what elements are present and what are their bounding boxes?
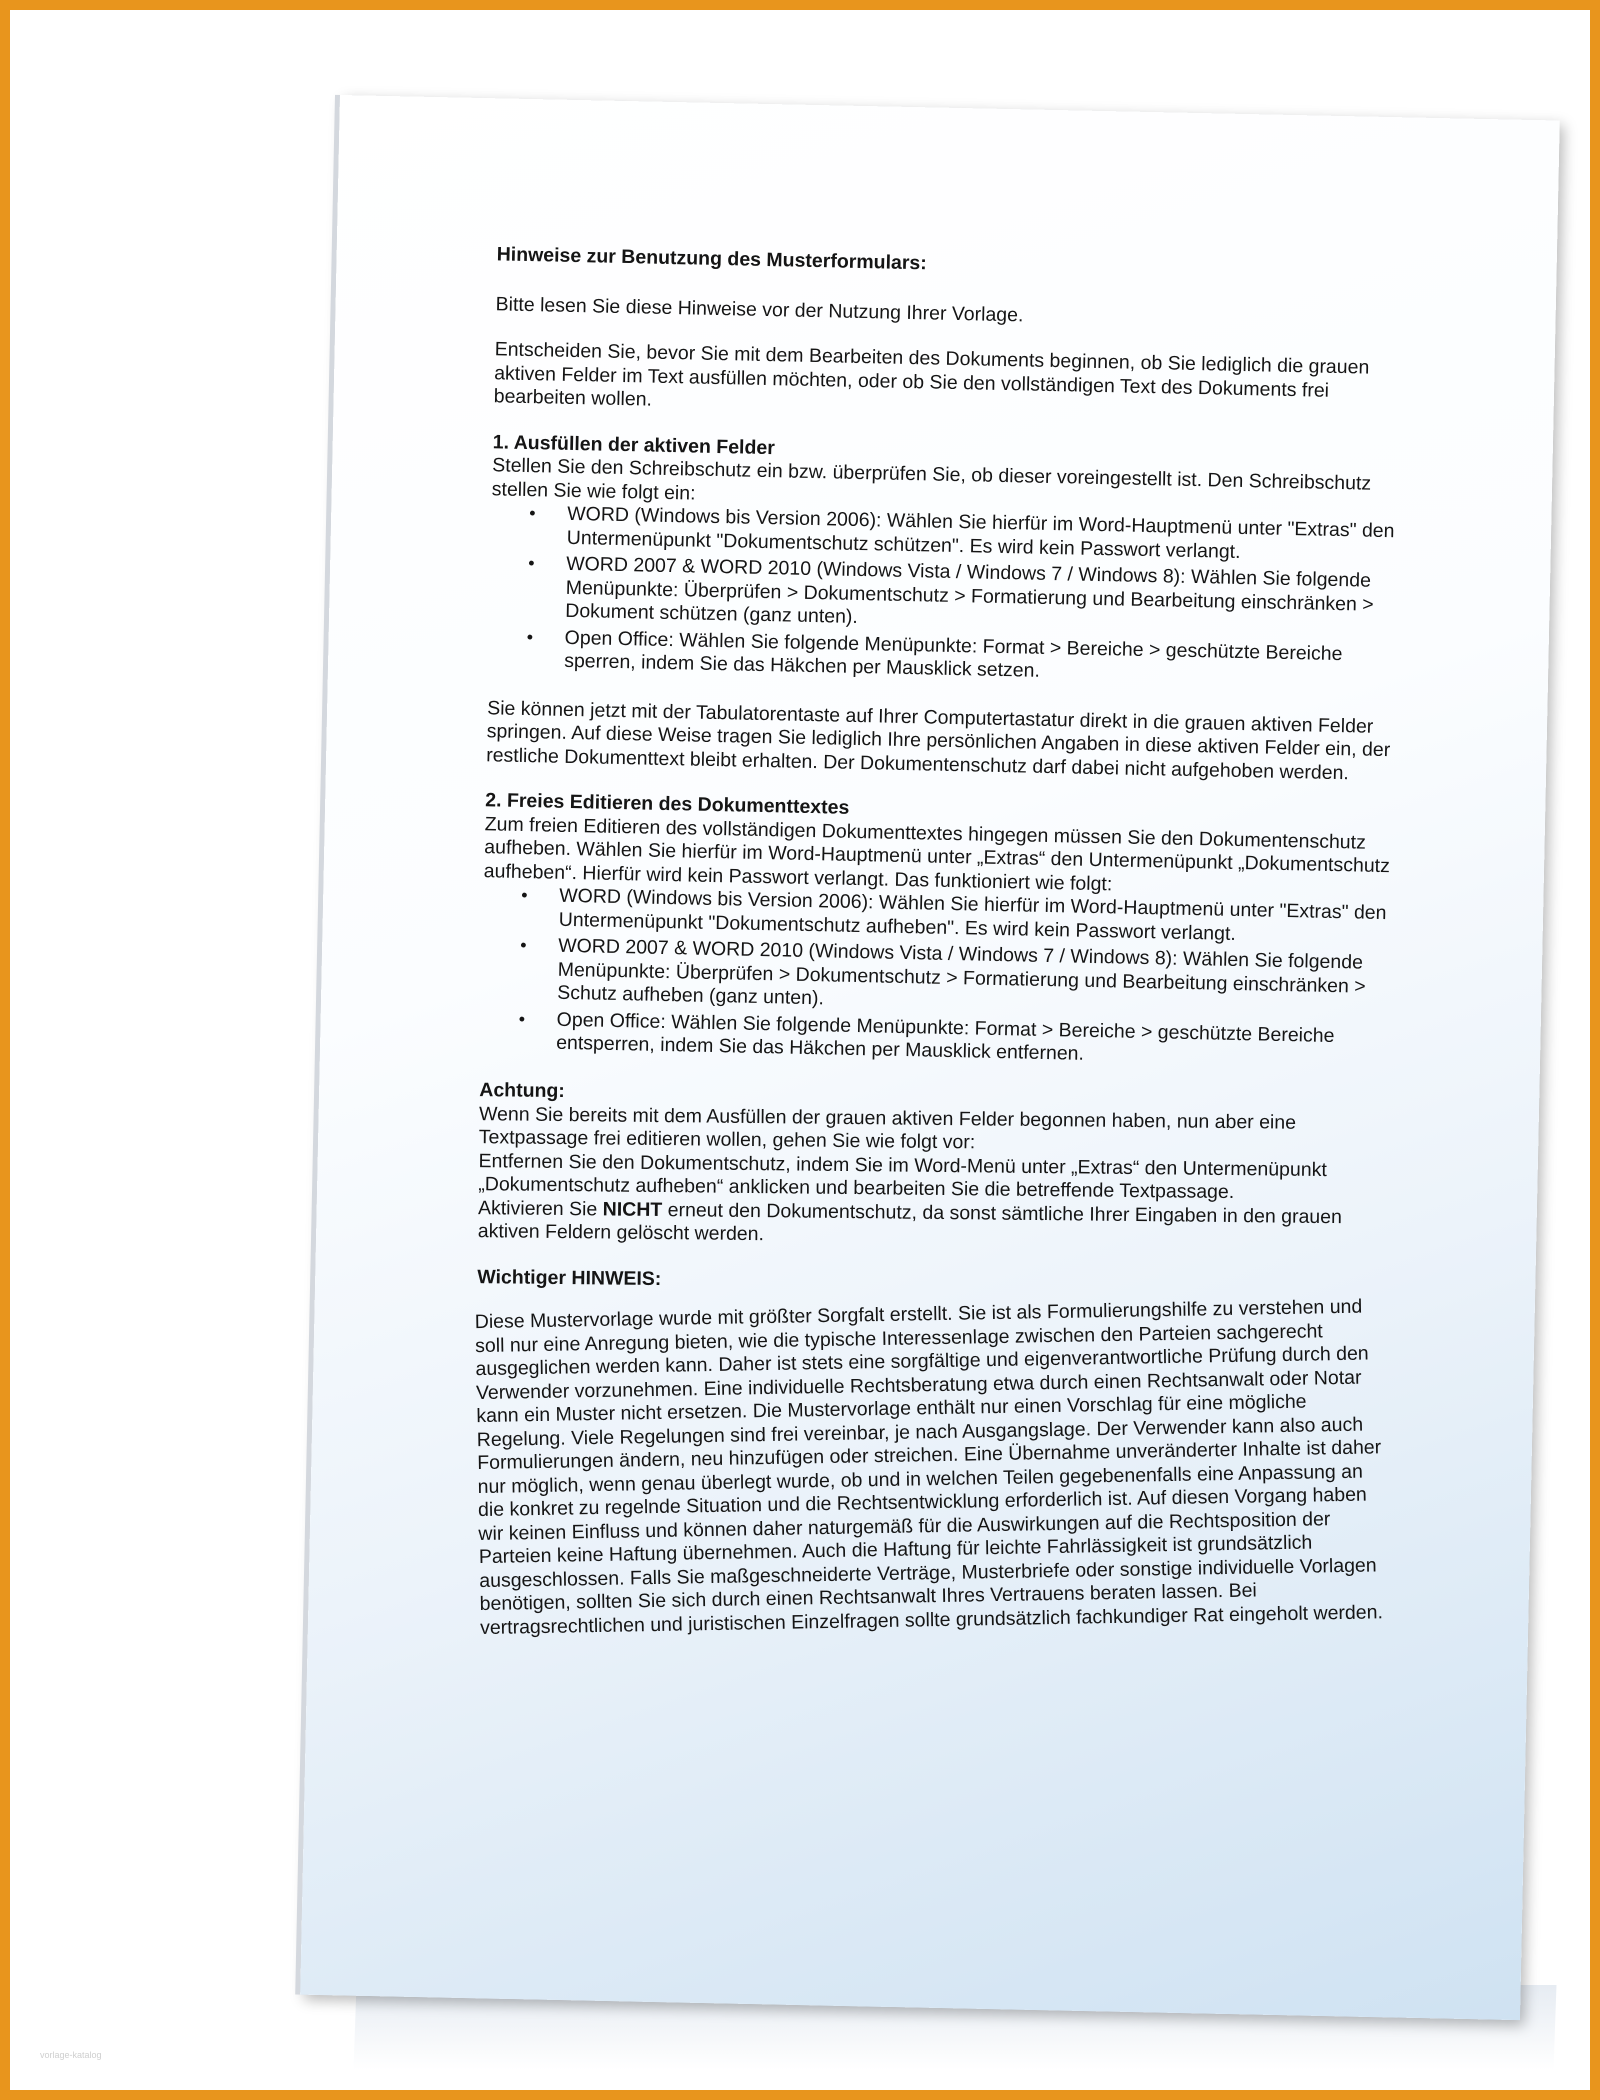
intro-paragraph: Bitte lesen Sie diese Hinweise vor der Nutzung Ihrer Vorlage. [495, 292, 1024, 326]
intro-paragraph: Entscheiden Sie, bevor Sie mit dem Bearbeiten des Dokuments beginnen, ob Sie lediglich die grauen aktiven Felder im Text ausfüllen möchten, oder ob Sie den vollständigen Text des Dokuments frei bearbeiten wollen. [493, 338, 1370, 411]
section-lead: Zum freien Editieren des vollständigen Dokumenttextes hingegen müssen Sie den Dokumentenschutz aufheben. Wählen Sie hierfür im Word-Hauptmenü unter „Extras“ den Untermenüpunkt „Dokumentschutz aufheben“. Hierfür wird kein Passwort verlangt. Das funktioniert wie folgt: [483, 812, 1391, 895]
bullet-list [488, 501, 1401, 691]
caution-heading: Achtung: [479, 1078, 565, 1102]
watermark-text: vorlage-katalog [40, 2050, 102, 2060]
list-item: • Open Office: Wählen Sie folgende Menüpunkte: Format > Bereiche > geschützte Bereiche sperren, indem Sie das Häkchen per Mausklick setzen. [564, 626, 1399, 690]
notice-block [475, 1295, 1391, 1640]
section-lead: Stellen Sie den Schreibschutz ein bzw. überprüfen Sie, ob dieser voreingestellt ist. Den Schreibschutz stellen Sie wie folgt ein: [491, 454, 1372, 505]
caution-text-post: erneut den Dokumentschutz, da sonst sämtliche Ihrer Eingaben in den grauen aktiven Feldern gelöscht werden. [477, 1198, 1343, 1245]
section-heading: 2. Freies Editieren des Dokumenttextes [485, 789, 850, 819]
list-item: • WORD 2007 & WORD 2010 (Windows Vista / Windows 7 / Windows 8): Wählen Sie folgende Menüpunkte: Überprüfen > Dokumentschutz > Formatierung und Bearbeitung einschränken > Dokument schützen (ganz unten). [565, 553, 1400, 641]
notice-text: Diese Mustervorlage wurde mit größter Sorgfalt erstellt. Sie ist als Formulierungshilfe zu verstehen und soll nur eine Anregung bieten, wie die typische Interessenlage zwischen den Parteien sachgerecht ausgeglichen werden kann. Daher ist stets eine sorgfältige und eigenverantwortliche Prüfung durch den Verwender vorzunehmen. Eine individuelle Rechtsberatung etwa durch einen Rechtsanwalt oder Notar kann ein Muster nicht ersetzen. Die Mustervorlage enthält nur einen Vorschlag für eine mögliche Regelung. Viele Regelungen sind frei vereinbar, je nach Ausgangslage. Der Verwender kann also auch Formulierungen ändern, neu hinzufügen oder streichen. Eine Übernahme unveränderter Inhalte ist daher nur möglich, wenn genau überlegt wurde, ob und in welchen Teilen gegebenenfalls eine Anpassung an die konkret zu regelnde Situation und die Rechtsentwicklung erforderlich ist. Auf diesen Vorgang haben wir keinen Einfluss und können daher naturgemäß für die Auswirkungen auf die Rechtsposition der Parteien keine Haftung übernehmen. Auch die Haftung für leichte Fahrlässigkeit ist grundsätzlich ausgeschlossen. Falls Sie maßgeschneiderte Verträge, Musterbriefe oder sonstige individuelle Vorlagen benötigen, sollten Sie sich durch einen Rechtsanwalt Ihres Vertrauens beraten lassen. Bei vertragsrechtlichen und juristischen Einzelfragen sollte grundsätzlich fachkundiger Rat eingeholt werden. [474, 1295, 1384, 1639]
list-item: • WORD (Windows bis Version 2006): Wählen Sie hierfür im Word-Hauptmenü unter "Extras" den Untermenüpunkt "Dokumentschutz aufheben". Es wird kein Passwort verlangt. [559, 885, 1394, 949]
document-page [300, 95, 1560, 2020]
caution-emphasis: NICHT [602, 1197, 663, 1221]
caution-text [478, 1196, 1388, 1253]
list-item: • Open Office: Wählen Sie folgende Menüpunkte: Format > Bereiche > geschützte Bereiche entsperren, indem Sie das Häkchen per Mausklick entfernen. [556, 1008, 1391, 1072]
document-content [468, 243, 1407, 1658]
list-item: • WORD (Windows bis Version 2006): Wählen Sie hierfür im Word-Hauptmenü unter "Extras" den Untermenüpunkt "Dokumentschutz schützen". Es wird kein Passwort verlangt. [567, 503, 1402, 567]
section-heading: 1. Ausfüllen der aktiven Felder [492, 430, 776, 459]
notice-heading: Wichtiger HINWEIS: [477, 1265, 662, 1290]
list-item: • WORD 2007 & WORD 2010 (Windows Vista / Windows 7 / Windows 8): Wählen Sie folgende Menüpunkte: Überprüfen > Dokumentschutz > Formatierung und Bearbeitung einschränken > Schutz aufheben (ganz unten). [557, 935, 1392, 1023]
caution-block [477, 1079, 1389, 1321]
bullet-list [480, 883, 1393, 1073]
document-title: Hinweise zur Benutzung des Musterformulars: [496, 243, 927, 275]
caution-text: Entfernen Sie den Dokumentschutz, indem Sie im Word-Menü unter „Extras“ den Untermenüpunkt „Dokumentschutz aufheben“ anklicken und bearbeiten Sie die betreffende Textpassage. [478, 1149, 1327, 1203]
caution-text: Wenn Sie bereits mit dem Ausfüllen der grauen aktiven Felder begonnen haben, nun aber eine Textpassage frei editieren wollen, gehen Sie wie folgt vor: [478, 1102, 1297, 1153]
caution-text-pre: Aktivieren Sie [477, 1196, 603, 1220]
section-paragraph: Sie können jetzt mit der Tabulatorentaste auf Ihrer Computertastatur direkt in die grauen aktiven Felder springen. Auf diese Weise tragen Sie lediglich Ihre persönlichen Angaben in diese aktiven Felder ein, der restliche Dokumenttext bleibt erhalten. Der Dokumentenschutz darf dabei nicht aufgehoben werden. [485, 696, 1391, 784]
